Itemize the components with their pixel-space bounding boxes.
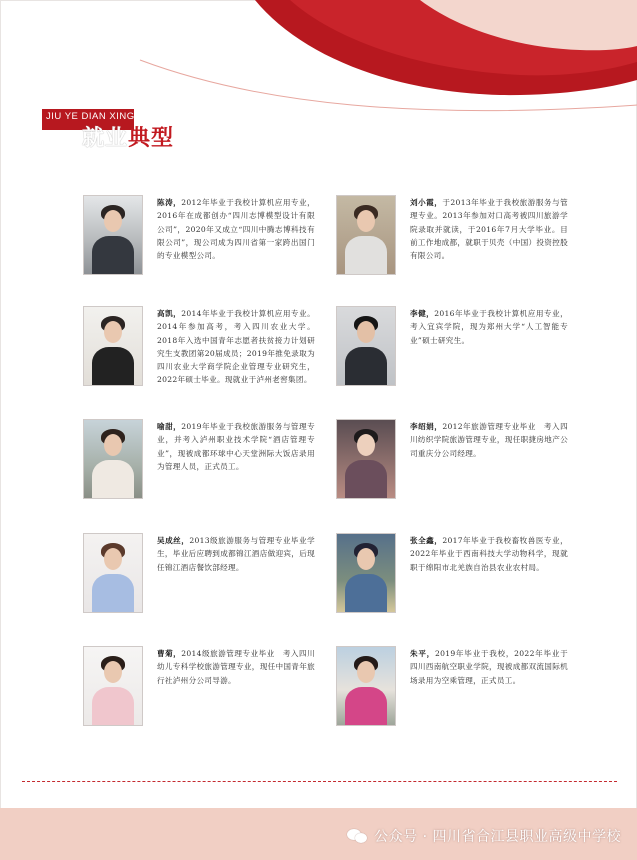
profile-name: 喻甜， (157, 422, 182, 431)
profile-text: 2014年毕业于我校计算机应用专业。2014年参加高考，考入四川农业大学。2018年入选中国青年志愿者扶贫接力计划研究生支教团第20届成员；2019年推免录取为四川农业大学商学院企业管理专业研究生，2022年硕士毕业。现就业于泸州老窖集团。 (157, 309, 315, 385)
profile-text: 2012年旅游管理专业毕业 考入四川纺织学院旅游管理专业，现任职捷房地产公司重庆分公司经理。 (410, 422, 568, 458)
profile-photo (83, 195, 143, 275)
profile-bio (157, 196, 315, 262)
profile-text: 2012年毕业于我校计算机应用专业，2016年在成都创办“四川志博模型设计有限公司”，2020年又成立“四川中腾志博科技有限公司”，现公司成为四川省第一家跨出国门的专业模型公司。 (157, 198, 315, 261)
profile-card (83, 419, 315, 504)
profile-card (83, 306, 315, 391)
profile-text: 2016年毕业于我校计算机应用专业，考入宜宾学院，现为郑州大学“人工智能专业”硕士研究生。 (410, 309, 568, 345)
profile-photo (83, 419, 143, 499)
profile-card (83, 195, 315, 280)
profile-card (83, 533, 315, 618)
profile-photo (336, 195, 396, 275)
profile-photo (336, 646, 396, 726)
section-title-pinyin: JIU YE DIAN XING (46, 111, 135, 122)
profile-text: 2014级旅游管理专业毕业 考入四川幼儿专科学校旅游管理专业，现任中国青年旅行社泸州分公司导游。 (157, 649, 315, 685)
section-title-white: 就业 (82, 126, 129, 151)
profile-text: 2019年毕业于我校，2022年毕业于四川西南航空职业学院，现被成都双流国际机场录用为空乘管理，正式员工。 (410, 649, 568, 685)
profile-photo (83, 533, 143, 613)
section-title-red: 典型 (128, 126, 175, 151)
footer-watermark-text: 公众号 · 四川省合江县职业高级中学校 (374, 829, 621, 845)
profile-bio (157, 534, 315, 574)
profile-text: 2017年毕业于我校畜牧兽医专业，2022年毕业于西南科技大学动物科学，现就职于绵阳市北羌族自治县农业农村局。 (410, 536, 568, 572)
profile-card (336, 646, 568, 731)
profile-text: 2019年毕业于我校旅游服务与管理专业，并考入泸州职业技术学院“酒店管理专业”，现被成都环球中心天堂洲际大饭店录用为管理人员，正式员工。 (157, 422, 315, 471)
profile-name: 刘小霞， (410, 198, 443, 207)
profile-name: 高凯， (157, 309, 182, 318)
profile-bio (157, 647, 315, 687)
profile-card (336, 195, 568, 280)
profile-bio (410, 647, 568, 687)
profile-name: 吴成丝， (157, 536, 190, 545)
profile-name: 张全鑫， (410, 536, 443, 545)
profile-bio (410, 420, 568, 460)
profile-bio (157, 307, 315, 387)
profile-bio (157, 420, 315, 473)
profile-bio (410, 307, 568, 347)
profile-name: 朱平， (410, 649, 435, 658)
profile-photo (336, 306, 396, 386)
profile-text: 于2013年毕业于我校旅游服务与管理专业。2013年参加对口高考被四川旅游学院录取并就读，于2016年7月大学毕业。目前工作地成都，就职于贝壳（中国）投资控股有限公司。 (410, 198, 568, 261)
profile-photo (336, 533, 396, 613)
profile-card (336, 306, 568, 391)
section-title (82, 121, 174, 152)
profile-photo (83, 306, 143, 386)
profile-name: 李绍娟， (410, 422, 443, 431)
footer-watermark (347, 826, 621, 846)
profile-name: 曹菊， (157, 649, 182, 658)
wechat-icon (347, 828, 369, 844)
profile-name: 李健， (410, 309, 435, 318)
profile-name: 陈涛， (157, 198, 182, 207)
profile-bio (410, 534, 568, 574)
profile-card (336, 419, 568, 504)
profile-card (83, 646, 315, 731)
profile-photo (336, 419, 396, 499)
profile-card (336, 533, 568, 618)
section-divider (22, 781, 617, 782)
profile-text: 2013级旅游服务与管理专业毕业学生，毕业后应聘到成都锦江酒店做迎宾，后现任锦江酒店餐饮部经理。 (157, 536, 315, 572)
profile-bio (410, 196, 568, 262)
profile-photo (83, 646, 143, 726)
